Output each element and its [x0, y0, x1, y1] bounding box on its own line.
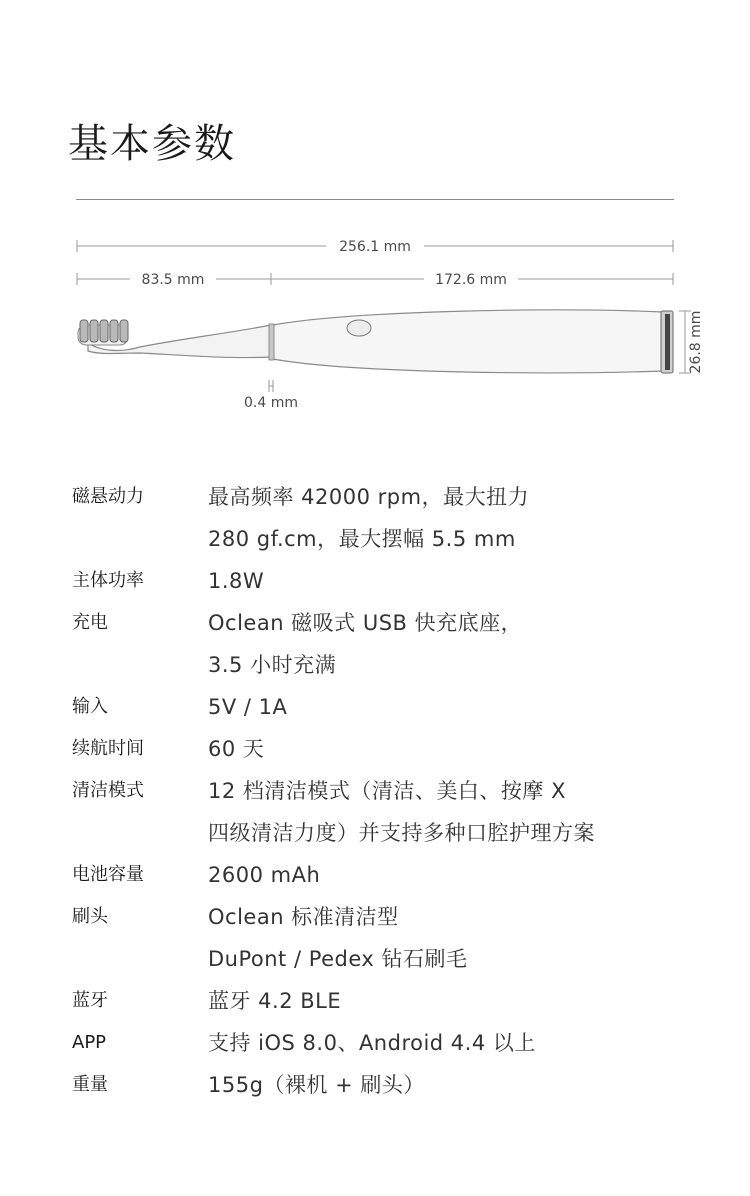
- spec-value: [208, 686, 692, 728]
- spec-row-weight: [72, 1064, 692, 1106]
- spec-value-line: 蓝牙 4.2 BLE: [208, 989, 342, 1013]
- total-length-dimension: [77, 239, 673, 255]
- spec-label: 刷头: [72, 906, 108, 927]
- spec-label: APP: [72, 1032, 107, 1053]
- total-length-label: 256.1 mm: [339, 239, 411, 255]
- spec-value-line: Oclean 磁吸式 USB 快充底座，: [208, 611, 523, 635]
- spec-value: [208, 770, 692, 854]
- spec-value: [208, 896, 692, 980]
- spec-value: [208, 1022, 692, 1064]
- spec-label: 重量: [72, 1074, 108, 1095]
- spec-value-line: 155g（裸机 + 刷头）: [208, 1073, 425, 1097]
- spec-value-line: 四级清洁力度）并支持多种口腔护理方案: [208, 821, 595, 845]
- spec-list: [72, 476, 692, 1106]
- spec-value-line: 3.5 小时充满: [208, 653, 337, 677]
- body-length-label: 172.6 mm: [435, 272, 507, 288]
- spec-value: [208, 728, 692, 770]
- spec-value-line: 2600 mAh: [208, 863, 321, 887]
- spec-value-line: 5V / 1A: [208, 695, 288, 719]
- spec-value-line: 支持 iOS 8.0、Android 4.4 以上: [208, 1031, 536, 1055]
- spec-value: [208, 476, 692, 560]
- spec-value: [208, 560, 692, 602]
- spec-value-line: 12 档清洁模式（清洁、美白、按摩 X: [208, 779, 566, 803]
- toothbrush-illustration: [78, 310, 673, 373]
- spec-row-bluetooth: [72, 980, 692, 1022]
- spec-value-line: DuPont / Pedex 钻石刷毛: [208, 947, 468, 971]
- spec-value: [208, 1064, 692, 1106]
- spec-row-charging: [72, 602, 692, 686]
- spec-row-app: [72, 1022, 692, 1064]
- spec-label: 续航时间: [72, 738, 144, 759]
- body-length-dimension: [271, 272, 673, 288]
- spec-label: 充电: [72, 612, 108, 633]
- spec-row-main-power: [72, 560, 692, 602]
- spec-row-cleaning-modes: [72, 770, 692, 854]
- spec-value: [208, 602, 692, 686]
- page-title: 基本参数: [68, 121, 236, 167]
- spec-row-brush-head: [72, 896, 692, 980]
- head-length-label: 83.5 mm: [141, 272, 205, 288]
- spec-value-line: 最高频率 42000 rpm，最大扭力: [208, 485, 530, 509]
- spec-value-line: 60 天: [208, 737, 265, 761]
- spec-label: 电池容量: [72, 864, 144, 885]
- spec-label: 磁悬动力: [72, 486, 144, 507]
- title-divider: [76, 199, 674, 200]
- spec-value-line: Oclean 标准清洁型: [208, 905, 399, 929]
- spec-label: 主体功率: [72, 570, 144, 591]
- spec-value-line: 1.8W: [208, 569, 265, 593]
- spec-label: 清洁模式: [72, 780, 144, 801]
- gap-dimension: [244, 380, 298, 411]
- spec-value: [208, 854, 692, 896]
- spec-row-battery-life: [72, 728, 692, 770]
- spec-row-input: [72, 686, 692, 728]
- spec-value-line: 280 gf.cm，最大摆幅 5.5 mm: [208, 527, 516, 551]
- spec-value: [208, 980, 692, 1022]
- spec-row-maglev-power: [72, 476, 692, 560]
- head-length-dimension: [77, 272, 271, 288]
- spec-label: 蓝牙: [72, 990, 108, 1011]
- toothbrush-dimension-diagram: [0, 225, 750, 425]
- spec-row-battery-capacity: [72, 854, 692, 896]
- spec-label: 输入: [72, 696, 108, 717]
- diameter-label: 26.8 mm: [688, 310, 704, 374]
- diameter-dimension: [679, 311, 704, 374]
- gap-label: 0.4 mm: [244, 395, 298, 411]
